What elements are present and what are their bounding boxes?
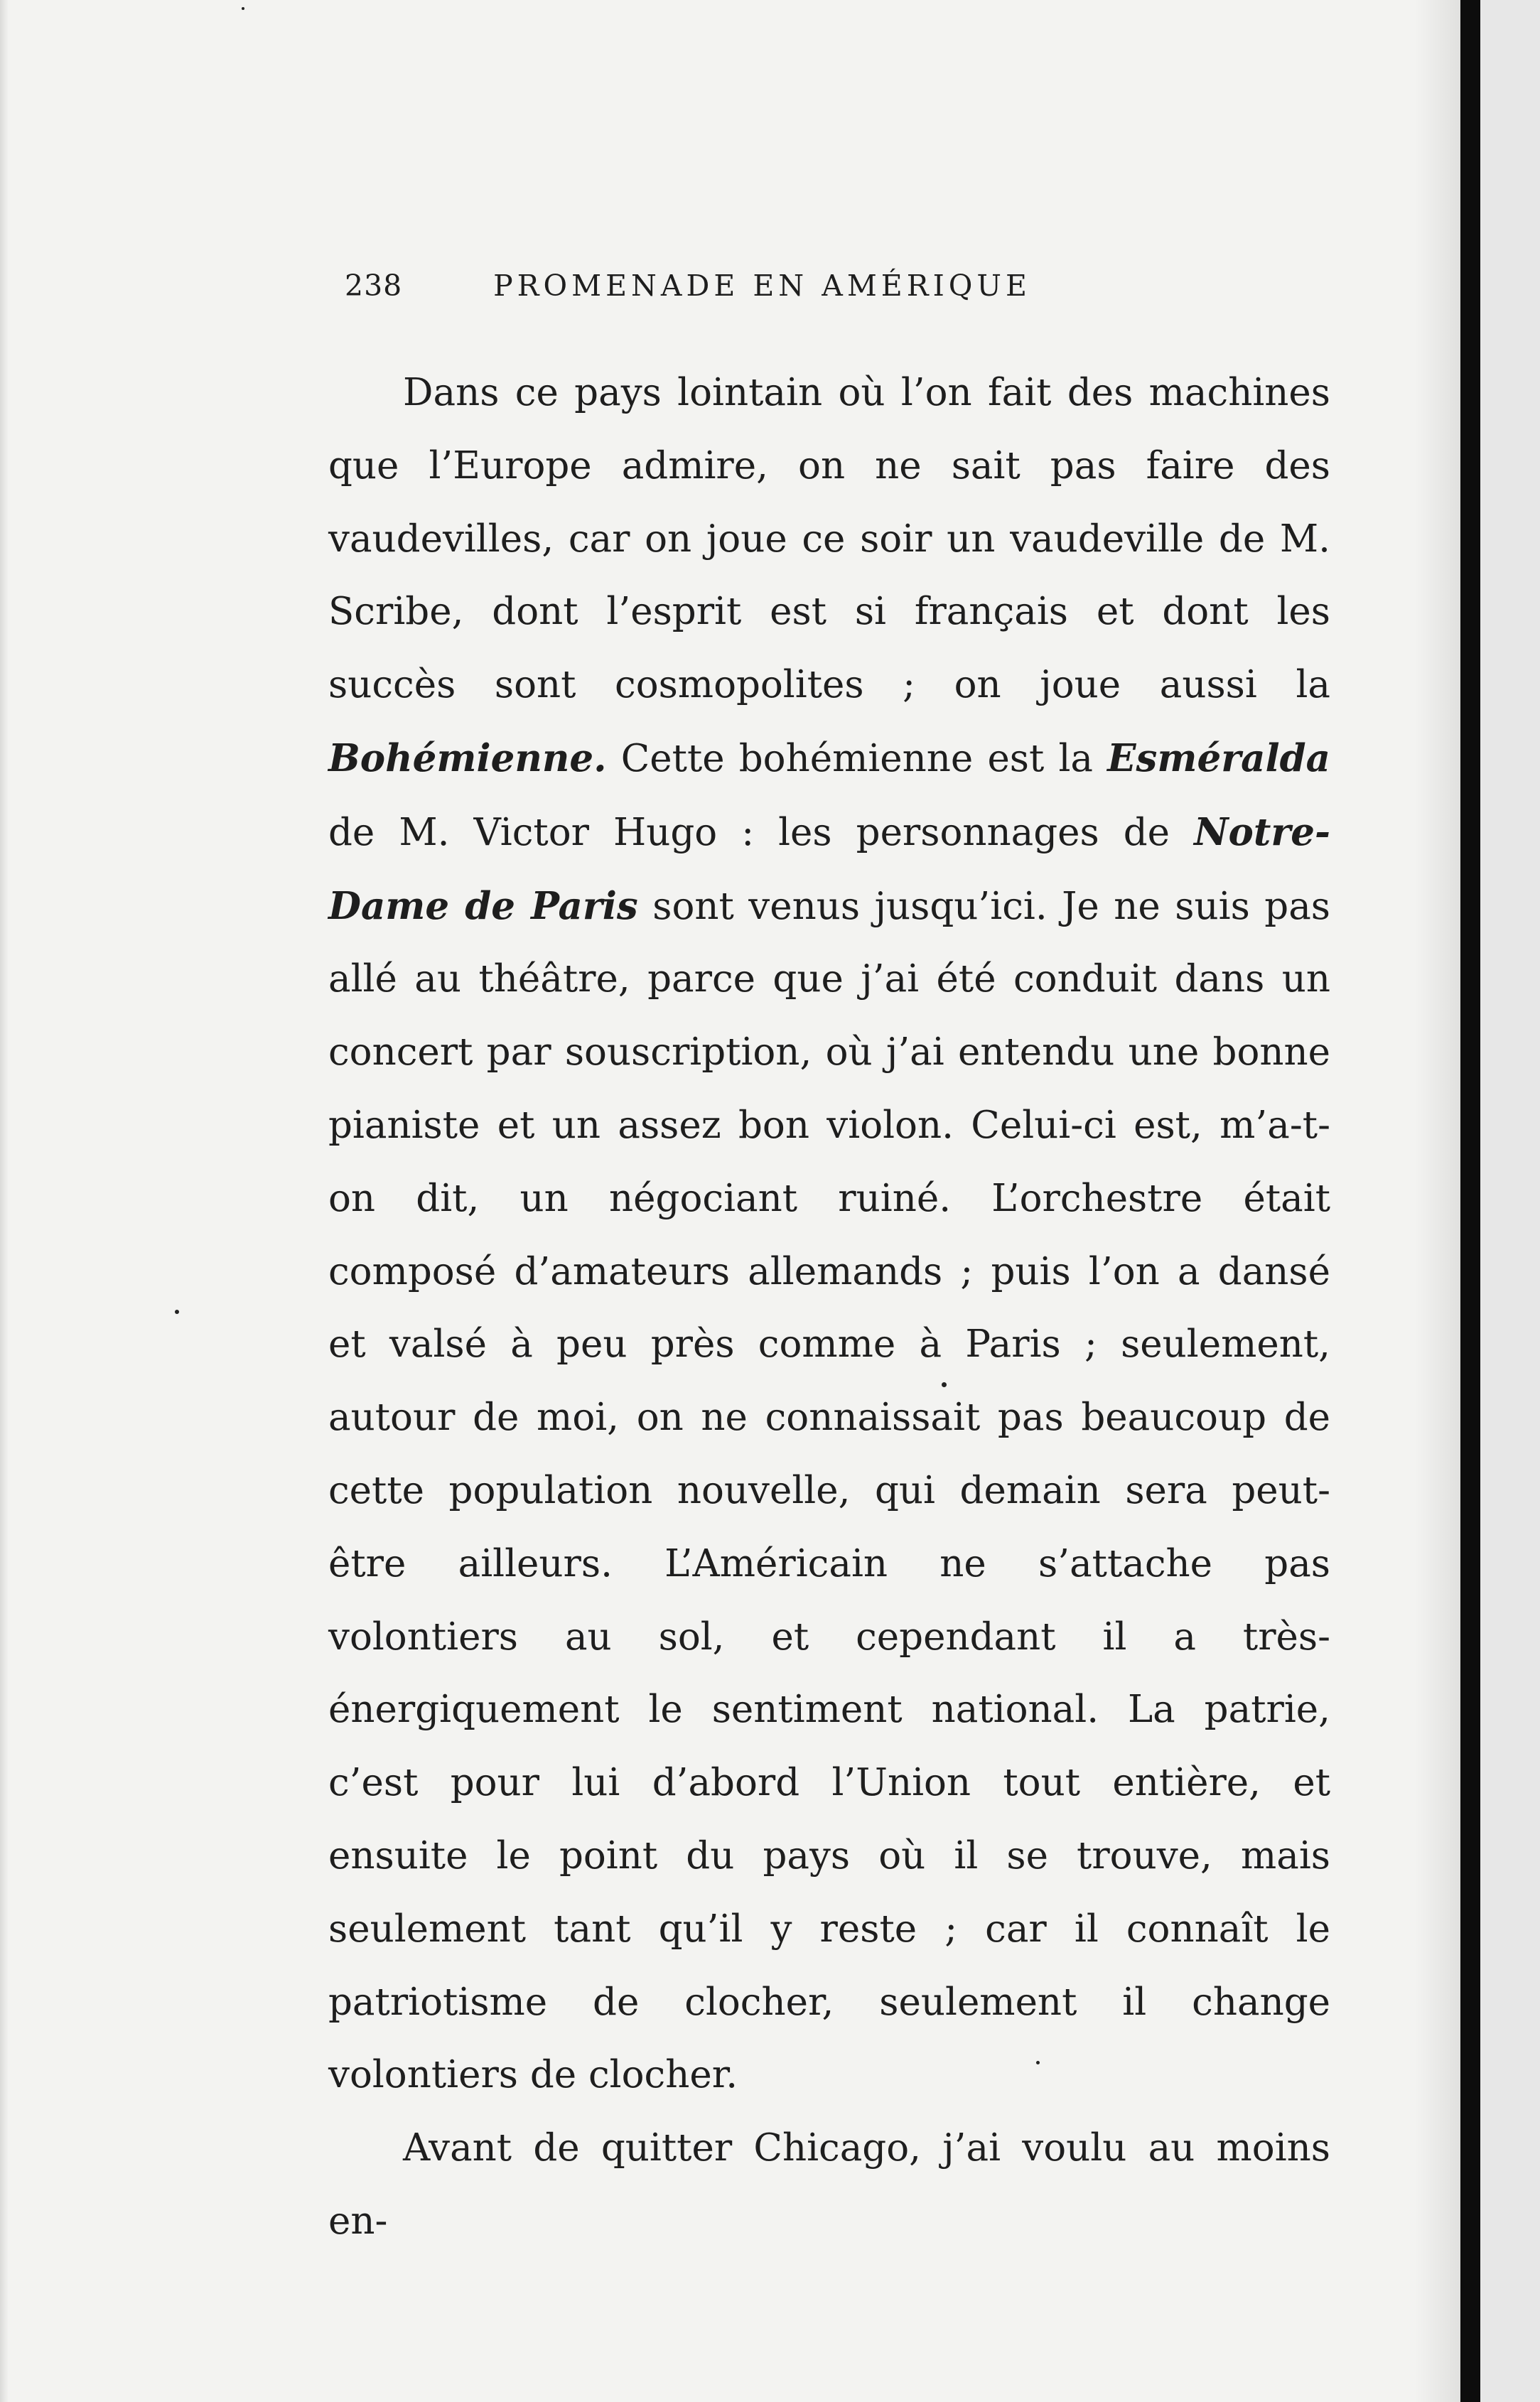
italic-title: Esméralda (1107, 736, 1330, 780)
page-number: 238 (345, 269, 403, 303)
text-segment: Dans ce pays lointain où l’on fait des machines que l’Europe admire, on ne sait pas faire des vaudevilles, car on joue ce soir un vaudeville de M. Scribe, dont l’esprit est si français et dont les succès sont cosmopolites ; on joue aussi la (328, 371, 1330, 707)
scan-margin (1480, 0, 1540, 2402)
page-header (345, 269, 1123, 318)
text-segment: Avant de quitter Chicago, j’ai voulu au moins en- (328, 2126, 1330, 2243)
book-binding (1460, 0, 1480, 2402)
italic-title: Notre-Dame de Paris (328, 809, 1330, 928)
print-speck (942, 1382, 947, 1387)
page-edge-shadow (1414, 0, 1460, 2402)
body-text (328, 357, 1330, 2258)
text-segment: Cette bohémienne est la (606, 736, 1108, 780)
text-segment: sont venus jusqu’ici. Je ne suis pas allé au théâtre, parce que j’ai été conduit dans un concert par souscription, où j’ai entendu une bonne pianiste et un assez bon violon. Celui-ci est, m’a-t-on dit, un négociant ruiné. L’orchestre était composé d’amateurs allemands ; puis l’on a dansé et valsé à peu près comme à Paris ; seulement, autour de moi, on ne connaissait pas beaucoup de cette population nouvelle, qui demain sera peut-être ailleurs. L’Américain ne s’attache pas volontiers au sol, et cependant il a très-énergiquement le sentiment national. La patrie, c’est pour lui d’abord l’Union tout entière, et ensuite le point du pays où il se trouve, mais seulement tant qu’il y reste ; car il connaît le patriotisme de clocher, seulement il change volontiers de clocher. (328, 884, 1331, 2097)
print-speck (242, 7, 244, 10)
italic-title: Bohémienne. (328, 736, 607, 780)
paragraph (328, 357, 1330, 2112)
paragraph (328, 2112, 1330, 2258)
running-head: PROMENADE EN AMÉRIQUE (493, 269, 1031, 303)
page-left-edge (0, 0, 9, 2402)
print-speck (175, 1310, 179, 1314)
print-speck (1036, 2061, 1040, 2064)
text-segment: de M. Victor Hugo : les personnages de (328, 810, 1195, 854)
